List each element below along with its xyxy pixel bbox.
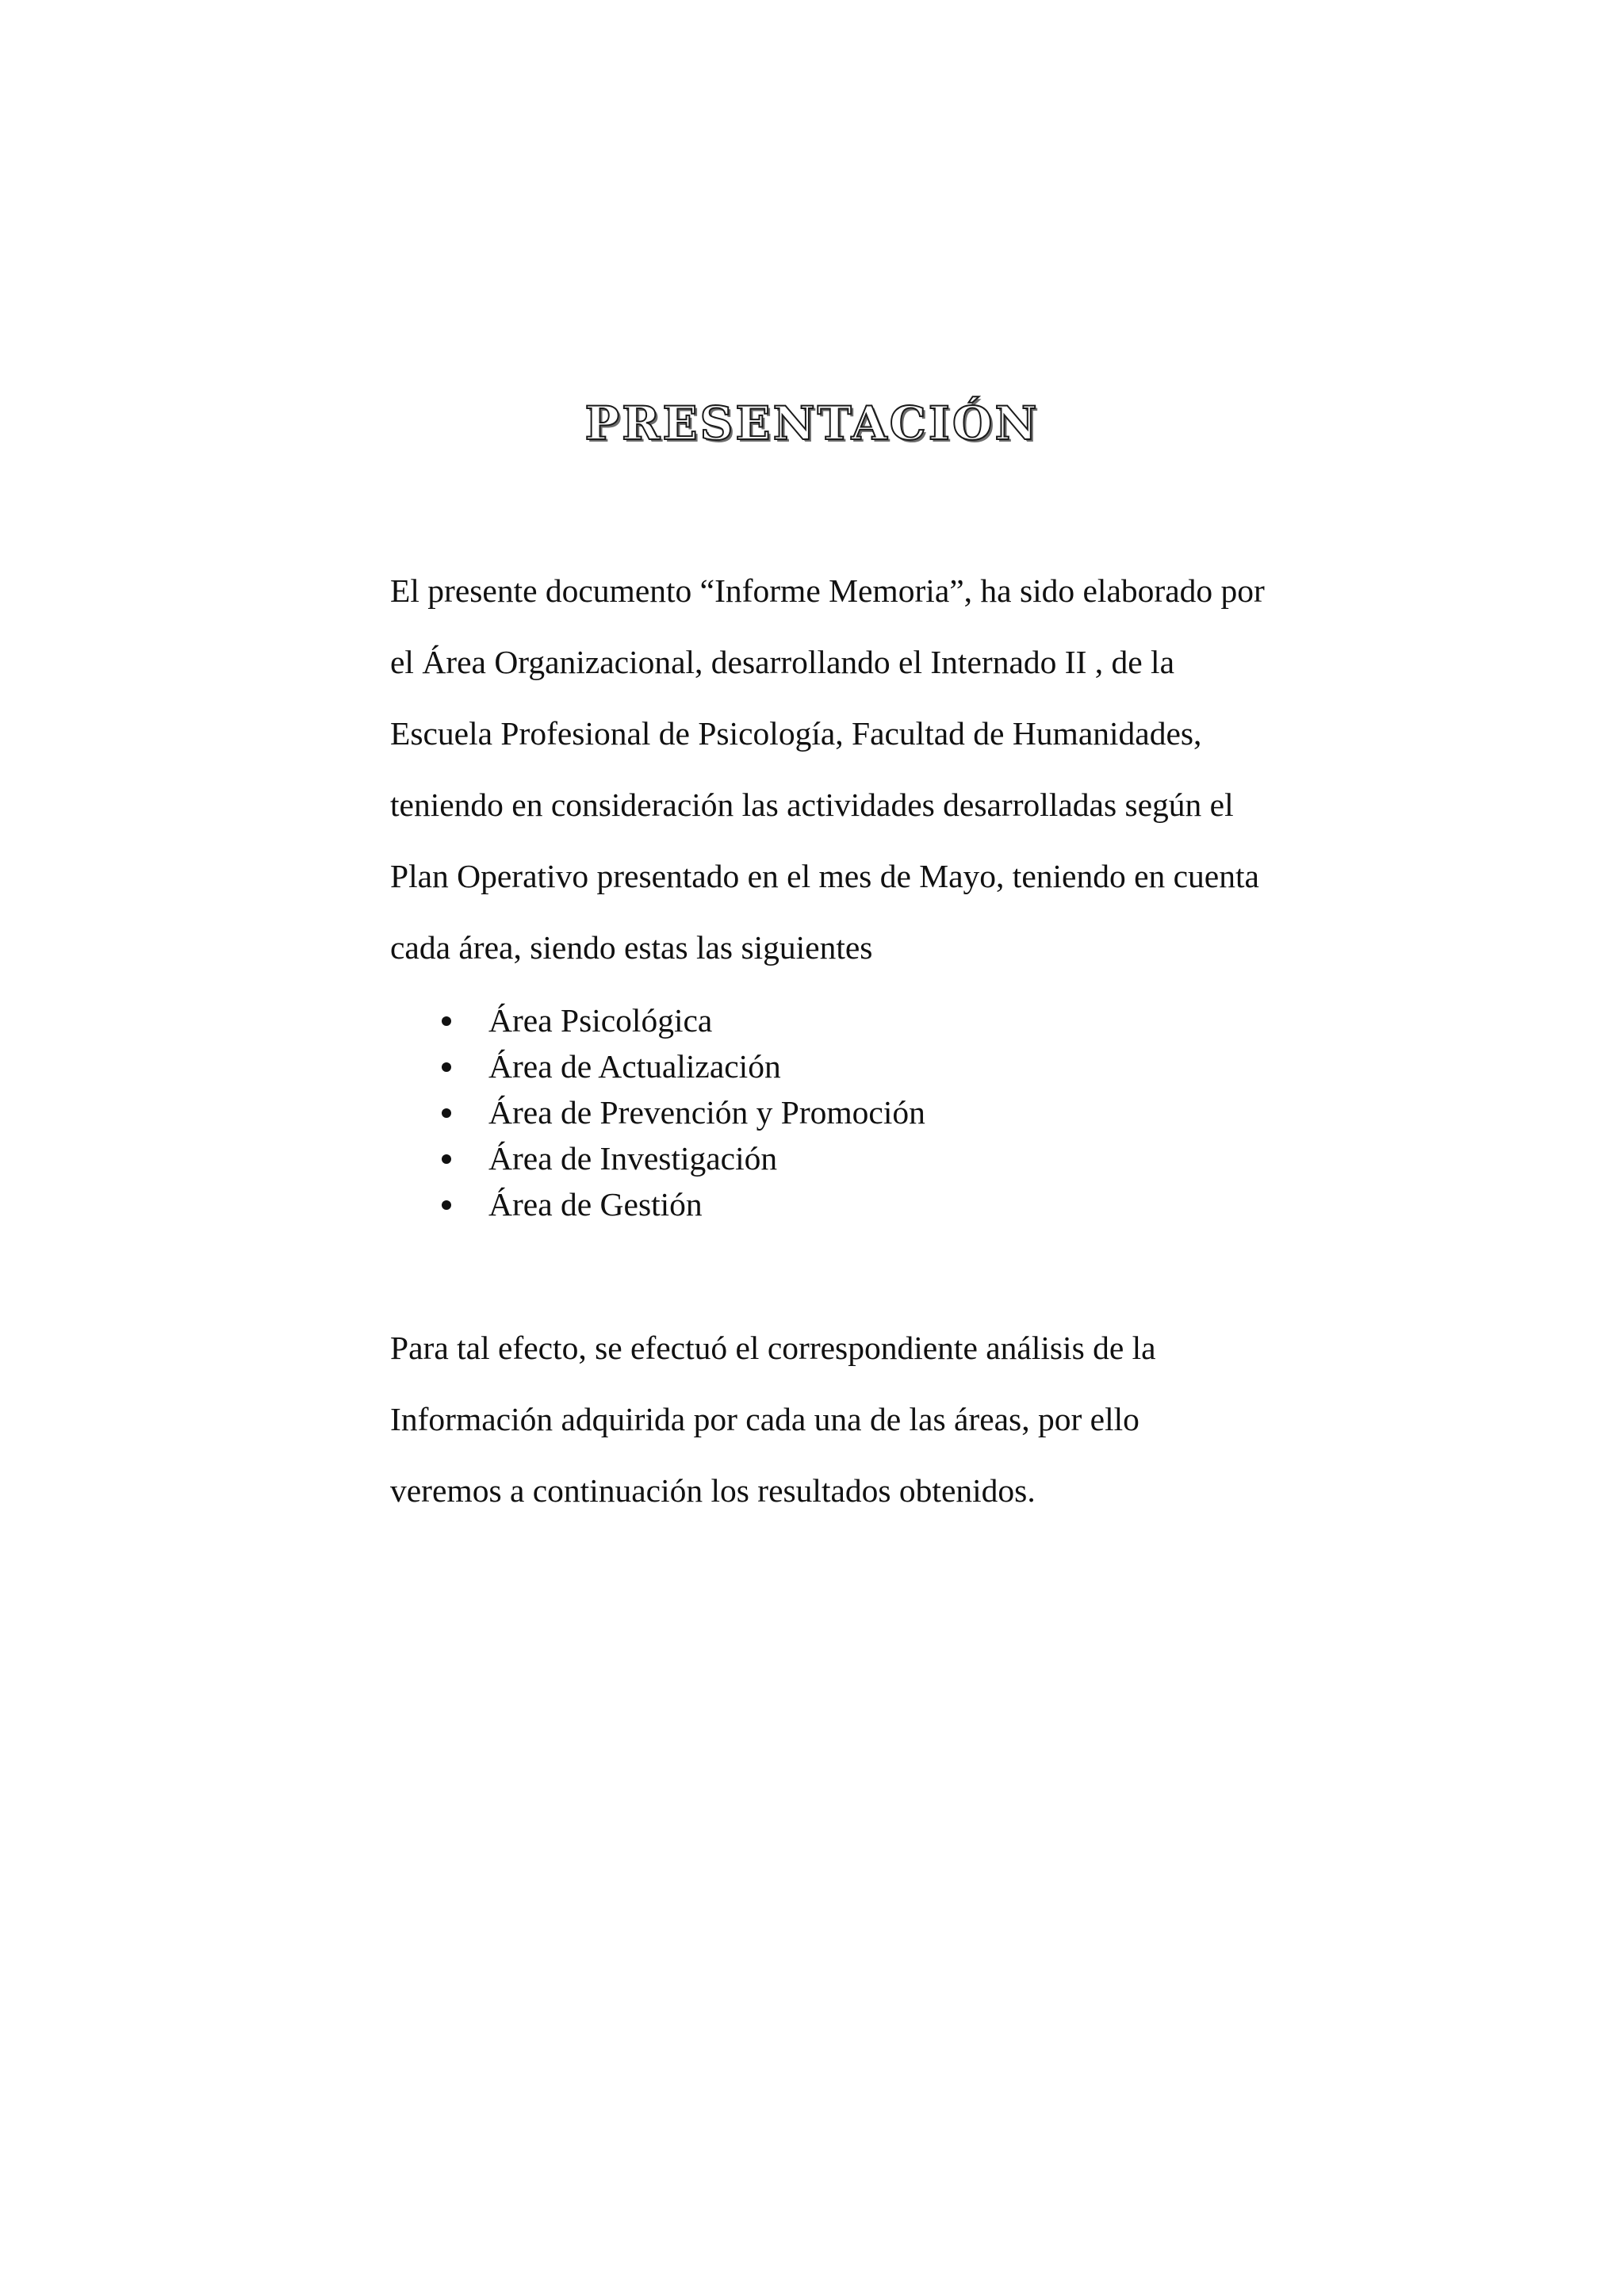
paragraph-line: Información adquirida por cada una de las áreas, por ello: [390, 1401, 1139, 1437]
bullet-icon: [442, 1200, 451, 1210]
paragraph-line: Para tal efecto, se efectuó el correspondiente análisis de la: [390, 1330, 1156, 1366]
paragraph-line: teniendo en consideración las actividades desarrolladas según el: [390, 786, 1234, 823]
bullet-icon: [442, 1154, 451, 1164]
list-item: [390, 1181, 1278, 1227]
bullet-icon: [442, 1108, 451, 1118]
list-item-label: Área de Prevención y Promoción: [488, 1094, 925, 1131]
bullet-icon: [442, 1016, 451, 1026]
list-item-label: Área de Actualización: [488, 1048, 781, 1085]
paragraph-line: El presente documento “Informe Memoria”, ha sido elaborado por: [390, 572, 1265, 609]
list-item: [390, 997, 1278, 1043]
list-item: [390, 1135, 1278, 1181]
page-title: PRESENTACIÓN: [584, 396, 1040, 450]
intro-paragraph: [390, 555, 1278, 983]
list-item-label: Área de Gestión: [488, 1186, 703, 1223]
paragraph-line: cada área, siendo estas las siguientes: [390, 929, 873, 966]
list-item-label: Área de Investigación: [488, 1140, 778, 1177]
closing-paragraph: [390, 1312, 1278, 1526]
paragraph-line: Escuela Profesional de Psicología, Facultad de Humanidades,: [390, 715, 1202, 752]
list-item: [390, 1043, 1278, 1089]
paragraph-line: veremos a continuación los resultados obtenidos.: [390, 1472, 1036, 1509]
bullet-icon: [442, 1062, 451, 1072]
list-item: [390, 1089, 1278, 1135]
areas-list: [390, 997, 1278, 1227]
paragraph-line: Plan Operativo presentado en el mes de Mayo, teniendo en cuenta: [390, 858, 1259, 894]
paragraph-line: el Área Organizacional, desarrollando el Internado II , de la: [390, 644, 1175, 680]
list-item-label: Área Psicológica: [488, 1002, 713, 1039]
